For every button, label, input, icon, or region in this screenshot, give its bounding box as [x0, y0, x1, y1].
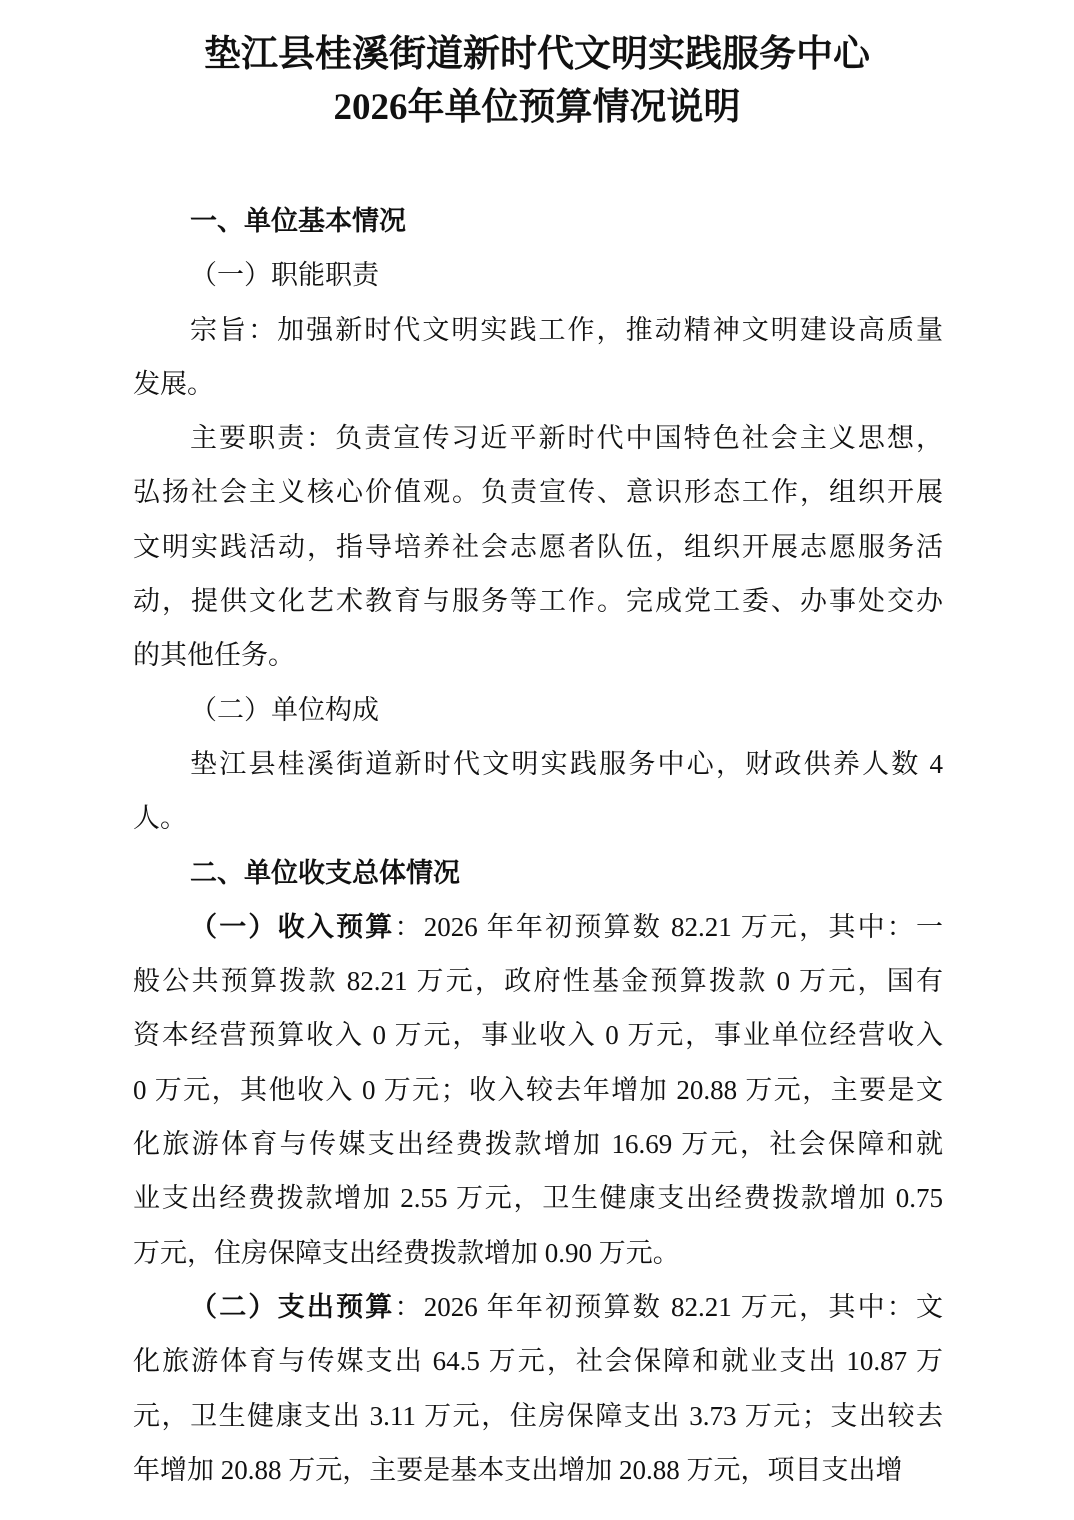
paragraph-line: 人。: [133, 803, 187, 834]
paragraph-line: 弘扬社会主义核心价值观。负责宣传、意识形态工作，组织开展: [133, 477, 943, 508]
paragraph-line: 化旅游体育与传媒支出 64.5 万元，社会保障和就业支出 10.87 万: [133, 1346, 943, 1377]
paragraph-line: [133, 900, 943, 954]
paragraph-line: 宗旨：加强新时代文明实践工作，推动精神文明建设高质量: [190, 314, 943, 345]
document-body: [133, 194, 943, 1497]
paragraph-line: 资本经营预算收入 0 万元，事业收入 0 万元，事业单位经营收入: [133, 1020, 943, 1051]
document-title-line1: 垫江县桂溪街道新时代文明实践服务中心: [204, 34, 870, 75]
paragraph-line: 主要职责：负责宣传习近平新时代中国特色社会主义思想，: [190, 423, 943, 454]
paragraph-text: ：2026 年年初预算数 82.21 万元，其中：文: [394, 1291, 943, 1322]
paragraph-line: 0 万元，其他收入 0 万元；收入较去年增加 20.88 万元，主要是文: [133, 1074, 943, 1105]
document-title-line2: 2026年单位预算情况说明: [333, 87, 741, 128]
paragraph-line: 般公共预算拨款 82.21 万元，政府性基金预算拨款 0 万元，国有: [133, 966, 943, 997]
paragraph-lead: （二）支出预算: [190, 1291, 395, 1322]
paragraph-text: ：2026 年年初预算数 82.21 万元，其中：一: [394, 911, 943, 942]
section-heading: 一、单位基本情况: [190, 206, 406, 236]
paragraph-line: 年增加 20.88 万元，主要是基本支出增加 20.88 万元，项目支出增: [133, 1454, 903, 1485]
paragraph-line: 发展。: [133, 368, 214, 399]
paragraph-line: 文明实践活动，指导培养社会志愿者队伍，组织开展志愿服务活: [133, 531, 943, 562]
paragraph-line: [133, 1280, 943, 1334]
paragraph-line: 的其他任务。: [133, 640, 295, 671]
paragraph-line: 垫江县桂溪街道新时代文明实践服务中心，财政供养人数 4: [190, 748, 943, 779]
paragraph-line: 万元，住房保障支出经费拨款增加 0.90 万元。: [133, 1237, 680, 1268]
subsection-heading: （二）单位构成: [190, 694, 379, 725]
subsection-heading: （一）职能职责: [190, 260, 379, 291]
paragraph-line: 动，提供文化艺术教育与服务等工作。完成党工委、办事处交办: [133, 586, 943, 617]
paragraph-line: 化旅游体育与传媒支出经费拨款增加 16.69 万元，社会保障和就: [133, 1129, 943, 1160]
paragraph-line: 元，卫生健康支出 3.11 万元，住房保障支出 3.73 万元；支出较去: [133, 1400, 943, 1431]
paragraph-lead: （一）收入预算: [190, 911, 395, 942]
section-heading: 二、单位收支总体情况: [190, 857, 460, 888]
paragraph-line: 业支出经费拨款增加 2.55 万元，卫生健康支出经费拨款增加 0.75: [133, 1183, 943, 1214]
